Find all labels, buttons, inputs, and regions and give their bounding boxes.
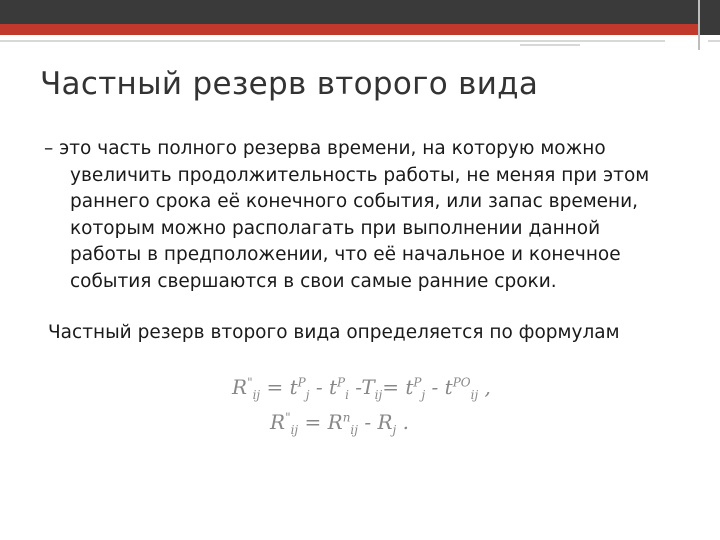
formula-1: $R^"_{ij} = t^P_j - t^P_i$ $-T_{ij}= t^P_j - t^{PO}_{ij}$ , [232, 375, 491, 402]
definition-line: работы в предположении, что её начальное и конечное [70, 244, 621, 265]
title-underline-right [708, 40, 720, 42]
definition-line: которым можно располагать при выполнении данной [70, 217, 601, 239]
definition-line: события свершаются в свои самые ранние сроки. [70, 270, 557, 292]
definition-line: увеличить продолжительность работы, не меняя при этом [70, 164, 650, 186]
definition-line: раннего срока её конечного события, или запас времени, [70, 191, 639, 212]
slide-title: Частный резерв второго вида [40, 66, 539, 102]
definition-line: – это часть полного резерва времени, на которую можно [44, 138, 606, 159]
formula-2: $R^"_{ij} = R^n_{ij} - R_j$ . [270, 410, 409, 437]
top-corner-block [698, 0, 720, 35]
top-accent-stripe [0, 24, 698, 35]
top-decor-bar [0, 0, 720, 24]
top-corner-divider [698, 0, 700, 50]
title-underline [0, 40, 665, 42]
title-underline-accent [520, 44, 580, 46]
formula-intro: Частный резерв второго вида определяется по формулам [48, 322, 620, 343]
definition-text [44, 136, 684, 295]
